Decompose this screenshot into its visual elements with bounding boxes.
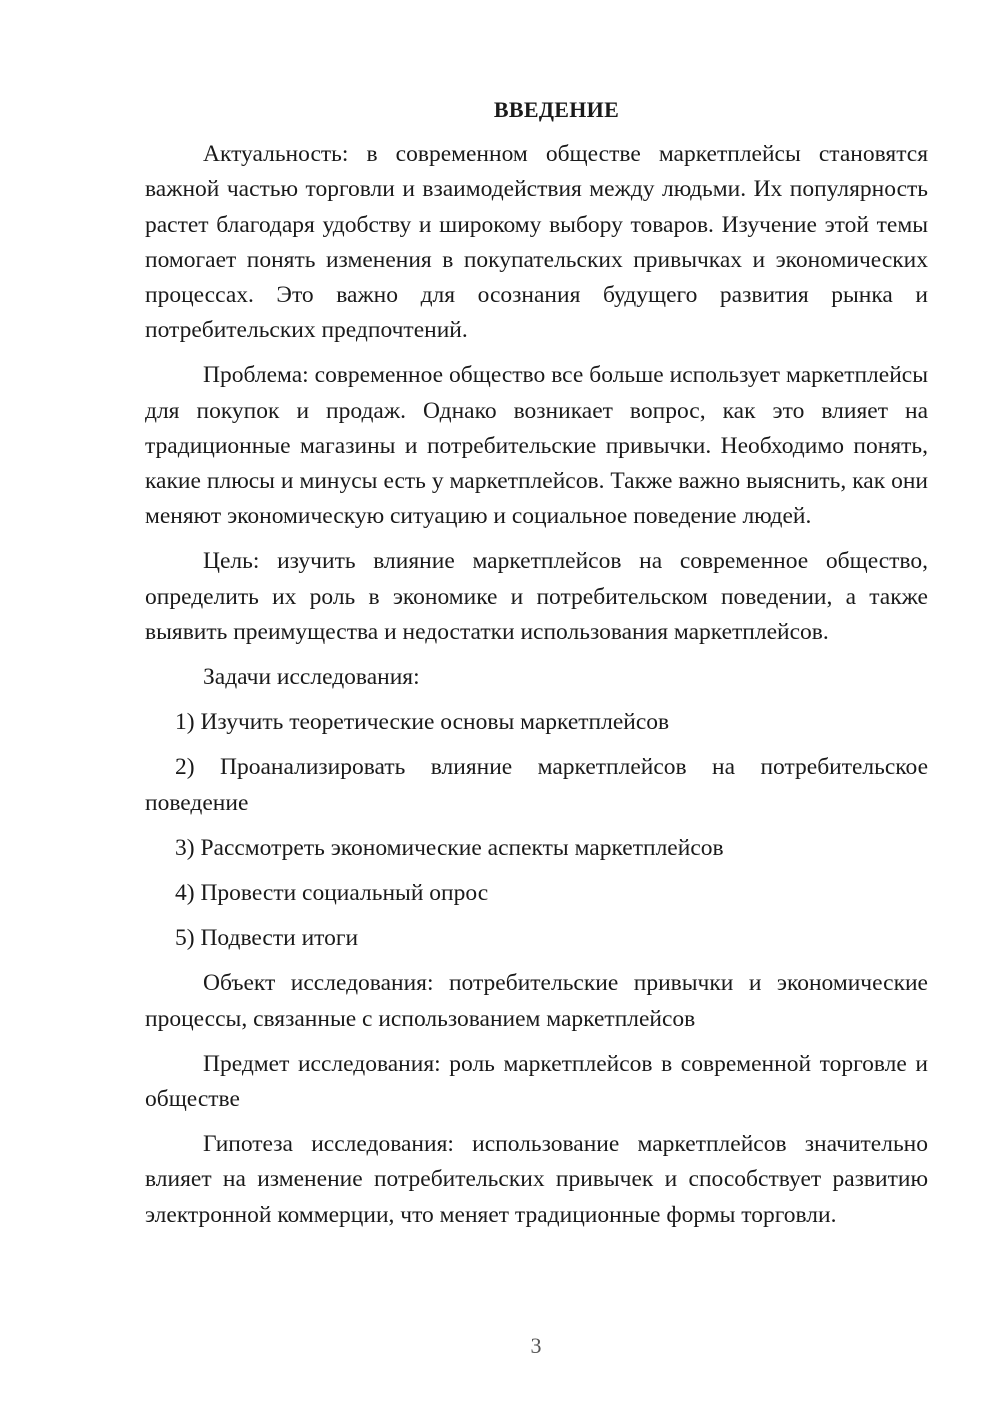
tasks-heading: Задачи исследования: — [203, 664, 420, 691]
goal-paragraph: Цель: изучить влияние маркетплейсов на современное общество, определить их роль в экономике и потребительском поведении, а также выявить преимущества и недостатки использования маркетплейсов. — [145, 548, 928, 645]
task-item: 3) Рассмотреть экономические аспекты маркетплейсов — [175, 834, 724, 861]
subject-paragraph: Предмет исследования: роль маркетплейсов в современной торговле и обществе — [145, 1050, 928, 1113]
document-body — [145, 92, 928, 1243]
page-title: ВВЕДЕНИЕ — [493, 97, 620, 122]
problem-paragraph: Проблема: современное общество все больше использует маркетплейсы для покупок и продаж. Однако возникает вопрос, как это влияет на традиционные магазины и потребительские привычки. Необходимо понять, какие плюсы и минусы есть у маркетплейсов. Также важно выяснить, как они меняют экономическую ситуацию и социальное поведение людей. — [145, 362, 928, 530]
relevance-paragraph: Актуальность: в современном обществе маркетплейсы становятся важной частью торговли и взаимодействия между людьми. Их популярность растет благодаря удобству и широкому выбору товаров. Изучение этой темы помогает понять изменения в покупательских привычках и экономических процессах. Это важно для осознания будущего развития рынка и потребительских предпочтений. — [145, 141, 928, 344]
task-item: 2) Проанализировать влияние маркетплейсов на потребительское поведение — [145, 754, 928, 816]
task-item: 5) Подвести итоги — [175, 925, 359, 952]
object-paragraph: Объект исследования: потребительские привычки и экономические процессы, связанные с использованием маркетплейсов — [145, 970, 928, 1032]
hypothesis-paragraph: Гипотеза исследования: использование маркетплейсов значительно влияет на изменение потребительских привычек и способствует развитию электронной коммерции, что меняет традиционные формы торговли. — [145, 1131, 928, 1228]
task-item: 4) Провести социальный опрос — [175, 880, 489, 907]
task-item: 1) Изучить теоретические основы маркетплейсов — [175, 709, 670, 736]
page-number: 3 — [530, 1333, 542, 1358]
